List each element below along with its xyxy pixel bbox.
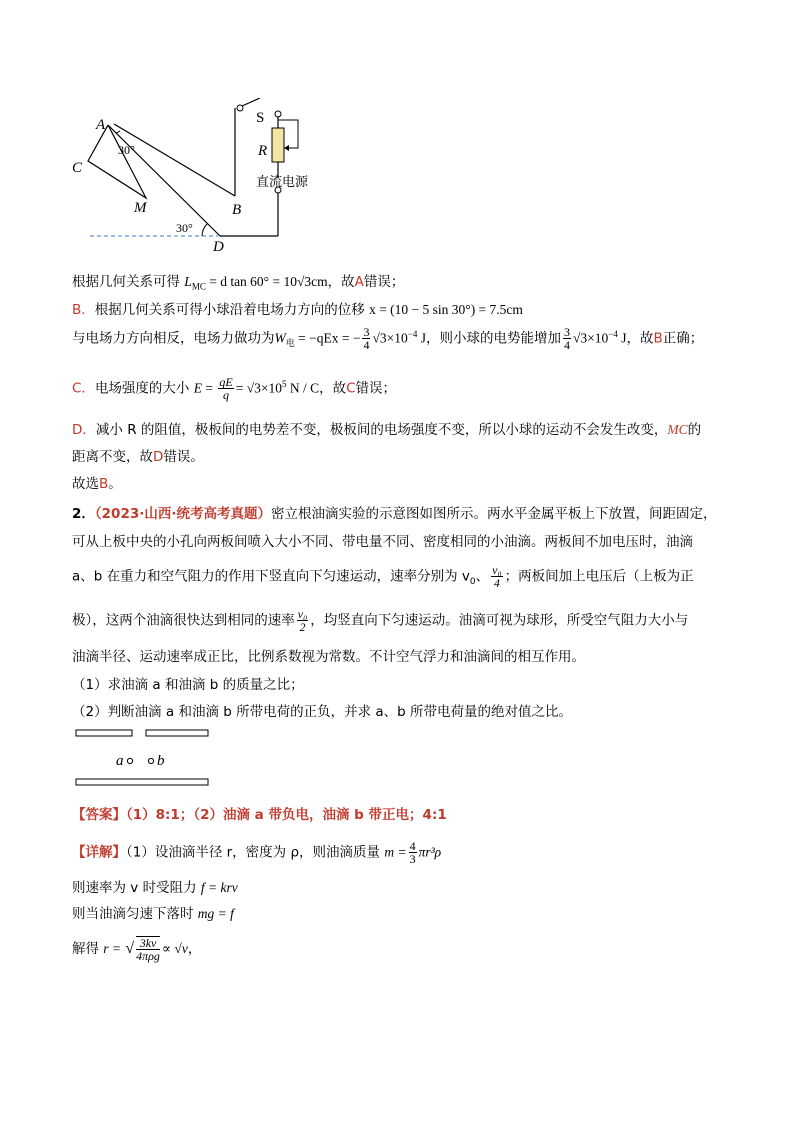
solution1-line6 bbox=[72, 445, 204, 465]
text: ，故 bbox=[327, 274, 355, 290]
math: f = krv bbox=[200, 880, 238, 895]
oil-drop-plates-figure bbox=[74, 728, 214, 788]
denominator: q bbox=[223, 388, 230, 402]
fraction bbox=[563, 326, 571, 351]
numerator: qE bbox=[219, 375, 233, 389]
label-angle-top: 30° bbox=[118, 143, 135, 157]
denominator: 4πρg bbox=[136, 949, 160, 963]
segment-MC: MC bbox=[667, 422, 688, 437]
text: 油滴半径、运动速率成正比，比例系数视为常数。不计空气浮力和油滴间的相互作用。 bbox=[72, 649, 585, 665]
math-sub: 电 bbox=[285, 339, 295, 350]
answer-tag: 【答案】 bbox=[72, 807, 126, 823]
text: 密立根油滴实验的示意图如图所示。两水平金属平板上下放置，间距固定， bbox=[271, 506, 717, 522]
text: 则当油滴匀速下落时 bbox=[72, 906, 198, 922]
math-W: W bbox=[274, 330, 286, 346]
text: 错误； bbox=[355, 380, 397, 397]
label-R: R bbox=[258, 143, 268, 159]
math-unit: J bbox=[417, 330, 426, 346]
text: 可从上板中央的小孔向两板间喷入大小不同、带电量不同、密度相同的小油滴。两板间不加电压时，油滴 bbox=[72, 534, 693, 550]
denominator: 4 bbox=[563, 338, 570, 352]
detail-tag: 【详解】 bbox=[72, 844, 126, 861]
text: （1）求油滴 a 和油滴 b 的质量之比； bbox=[72, 677, 304, 693]
math-eq: = d tan 60° = 10√3cm bbox=[205, 274, 328, 289]
text: 正确； bbox=[662, 330, 704, 347]
text: ，均竖直向下匀速运动。油滴可视为球形，所受空气阻力大小与 bbox=[310, 612, 689, 629]
option-label: D． bbox=[72, 422, 96, 438]
denominator: 4 bbox=[493, 576, 500, 590]
option-label: C． bbox=[72, 380, 95, 397]
question2-line1 bbox=[72, 502, 717, 522]
detail2-line2 bbox=[72, 876, 238, 896]
numerator: 4 bbox=[409, 839, 416, 853]
solution1-line4: C．电场强度的大小 E = $\frac{qE}{q}$ = $√3\times 10^5$ N / C，故C错误； bbox=[72, 375, 397, 402]
text: 减小 R 的阻值，极板间的电势差不变，极板间的电场强度不变，所以小球的运动不会发生改变， bbox=[95, 422, 668, 438]
text: 与电场力方向相反，电场力做功为 bbox=[72, 330, 275, 347]
text: 故选 bbox=[72, 476, 99, 492]
text: 根据几何关系可得小球沿着电场力方向的位移 bbox=[94, 302, 370, 318]
math-eq: x = (10 − 5 sin 30°) = 7.5cm bbox=[369, 302, 523, 317]
denominator: 4 bbox=[363, 338, 370, 352]
circuit-figure bbox=[70, 98, 340, 258]
label-B: B bbox=[232, 202, 242, 218]
question-number: 2． bbox=[72, 506, 95, 522]
detail2-line1 bbox=[72, 840, 441, 865]
detail2-line3 bbox=[72, 902, 234, 922]
option-ref: D bbox=[153, 449, 164, 465]
fraction bbox=[136, 936, 160, 962]
math: πr³ρ bbox=[418, 844, 442, 860]
text: 距离不变，故 bbox=[72, 449, 153, 465]
question-source: （2023·山西·统考高考真题） bbox=[94, 506, 271, 522]
detail2-line4: 解得 r = √ $\frac{3kv}{\text{4πρg}}$ ∝ √v， bbox=[72, 936, 202, 963]
text: ，则小球的电势能增加 bbox=[425, 330, 561, 347]
math-exp: 5 bbox=[281, 379, 287, 389]
text: （1）设油滴半径 r，密度为 ρ，则油滴质量 bbox=[126, 844, 385, 861]
question2-sub2 bbox=[72, 700, 572, 720]
question2-line4 bbox=[72, 608, 688, 633]
math-val: √3×10 bbox=[372, 330, 408, 346]
text: ，故 bbox=[626, 330, 654, 347]
question2-line2 bbox=[72, 530, 693, 550]
label-A: A bbox=[96, 117, 106, 133]
drop-b-label: b bbox=[157, 753, 165, 769]
text: 错误； bbox=[363, 274, 405, 290]
text: ，故 bbox=[319, 380, 347, 397]
math-E: E bbox=[193, 380, 202, 396]
math-L: L bbox=[184, 274, 192, 289]
math: m = bbox=[384, 844, 407, 860]
math-val: √3×10 bbox=[572, 330, 609, 346]
label-D: D bbox=[213, 239, 224, 255]
option-ref: C bbox=[346, 380, 356, 397]
math-exp: −4 bbox=[608, 329, 618, 339]
text: 电场强度的大小 bbox=[94, 380, 194, 397]
option-ref: B bbox=[653, 330, 663, 347]
question2-line5 bbox=[72, 645, 585, 665]
numerator: v₀ bbox=[492, 563, 502, 577]
numerator: 3kv bbox=[136, 937, 160, 950]
numerator: 3 bbox=[563, 325, 570, 339]
option-ref: B bbox=[99, 476, 109, 492]
text: a、b 在重力和空气阻力的作用下竖直向下匀速运动，速率分别为 v bbox=[72, 568, 470, 585]
option-ref: A bbox=[354, 274, 364, 290]
math: mg = f bbox=[197, 906, 234, 921]
option-label: B． bbox=[72, 302, 95, 318]
text: 极），这两个油滴很快达到相同的速率 bbox=[72, 612, 295, 629]
text: （2）判断油滴 a 和油滴 b 所带电荷的正负，并求 a、b 所带电荷量的绝对值之比。 bbox=[72, 704, 573, 720]
math-exp: −4 bbox=[407, 329, 418, 339]
fraction bbox=[491, 564, 503, 589]
answer2 bbox=[72, 803, 447, 823]
text: ， bbox=[187, 941, 202, 957]
fraction bbox=[362, 326, 370, 351]
fraction bbox=[297, 608, 309, 633]
text: 的 bbox=[687, 422, 702, 438]
math-eq: = −qEx = − bbox=[294, 330, 361, 346]
math-unit: J bbox=[617, 330, 627, 346]
drop-a-label: a bbox=[116, 753, 124, 769]
fraction bbox=[218, 376, 233, 401]
math: r = bbox=[103, 941, 122, 956]
denominator: 2 bbox=[299, 620, 306, 634]
math-sub: MC bbox=[191, 281, 206, 292]
label-M: M bbox=[134, 200, 147, 216]
solution1-line2 bbox=[72, 298, 523, 318]
text: 。 bbox=[108, 476, 122, 492]
solution1-line7 bbox=[72, 472, 122, 492]
text: 根据几何关系可得 bbox=[72, 274, 185, 290]
label-angle-bottom: 30° bbox=[176, 221, 193, 235]
solution1-line3 bbox=[72, 326, 703, 351]
math: ∝ √v bbox=[161, 941, 188, 956]
math-unit: N / C bbox=[286, 380, 320, 396]
math-sub: 0 bbox=[469, 577, 476, 588]
label-power-supply: 直流电源 bbox=[256, 175, 309, 190]
numerator: 3 bbox=[363, 325, 370, 339]
text: 错误。 bbox=[163, 449, 204, 465]
text: 解得 bbox=[72, 941, 104, 957]
label-S: S bbox=[256, 110, 265, 126]
text: 则速率为 v 时受阻力 bbox=[72, 880, 201, 896]
label-C: C bbox=[72, 160, 83, 176]
numerator: v₀ bbox=[297, 607, 308, 621]
denominator: 3 bbox=[409, 852, 416, 866]
solution1-line5 bbox=[72, 418, 701, 438]
fraction bbox=[409, 840, 417, 865]
solution1-line1 bbox=[72, 270, 404, 292]
question2-sub1 bbox=[72, 673, 304, 693]
text: 、 bbox=[475, 568, 490, 585]
answer-text: （1）8:1；（2）油滴 a 带负电，油滴 b 带正电；4:1 bbox=[126, 807, 447, 823]
math-val: = √3×10 bbox=[235, 380, 282, 396]
text: ；两板间加上电压后（上板为正 bbox=[504, 568, 694, 585]
question2-line3 bbox=[72, 564, 694, 589]
